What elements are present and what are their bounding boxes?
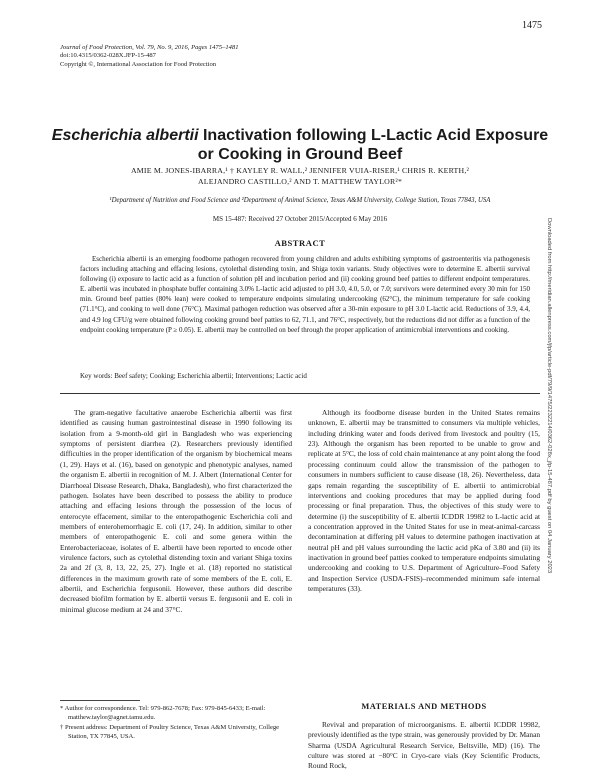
- author-list: [50, 165, 550, 187]
- manuscript-info: MS 15-487: Received 27 October 2015/Accepted 6 May 2016: [212, 215, 388, 223]
- introduction-left-column: The gram-negative facultative anaerobe Escherichia albertii was first identified as causing human gastrointestinal disease in 1990 following its isolation from a 9-month-old girl in Bangladesh who was experiencing symptoms of persistent diarrhea (2). Researchers previously identified difficulties in the proper identification of the organism by biochemical means (1, 29). Hays et al. (16), based on genotypic and phenotypic analyses, named the organism E. albertii in recognition of M. J. Albert (International Center for Diarrhoeal Disease Research, Dhaka, Bangladesh), who first characterized the pathogen. Isolates have been described to possess the ability to produce attaching and effacing lesions through the possession of the locus of enterocyte effacement, similar to the enteropathogenic Escherichia coli and members of enterohemorrhagic E. coli (17, 24). In addition, similar to other members of enteropathogenic E. coli and some genera within the Enterobacteriaceae, isolates of E. albertii have been reported to encode other virulence factors, such as cytolethal distending toxin and variant Shiga toxins 2a and 2f (3, 8, 13, 22, 25, 27). Ingle et al. (18) reported no statistical differences in the maximum growth rate of some members of the E. coli, E. albertii, and Escherichia fergusonii. However, these authors did describe decreased biofilm formation by E. albertii versus E. fergusonii and E. coli in minimal glucose medium at 24 and 37°C.: [60, 408, 292, 614]
- section-divider: [60, 393, 540, 394]
- abstract-text: Escherichia albertii is an emerging foodborne pathogen recovered from young children and adults exhibiting symptoms of gastroenteritis via pathogenesis factors including attaching and effacing lesions, cytolethal distending toxin, and Shiga toxin variants. Study objectives were to determine E. albertii survival following (i) exposure to lactic acid as a function of solution pH and incubation period and (ii) cooking ground beef patties to different endpoint temperatures. E. albertii was incubated in phosphate buffer containing 3.0% L-lactic acid adjusted to pH 3.0, 4.0, 5.0, or 7.0; survivors were determined every 30 min for 150 min. Ground beef patties (80% lean) were cooked to temperature endpoints simulating undercooking (62°C), the minimum temperature for safe cooking (71.1°C), and cooking to well done (76°C). Maximal pathogen reduction was observed after a 30-min exposure to pH 3.0 L-lactic acid. Reductions of 3.9, 4.4, and 4.9 log CFU/g were obtained following cooking ground beef patties to 62, 71.1, and 76°C, respectively, but the reductions did not differ as a function of the endpoint cooking temperature (P ≥ 0.05). E. albertii may be controlled on beef through the proper application of antimicrobial interventions and cooking.: [80, 255, 530, 334]
- title-organism: Escherichia albertii: [51, 127, 199, 144]
- keywords: Key words: Beef safety; Cooking; Escherichia albertii; Interventions; Lactic acid: [80, 372, 307, 380]
- journal-header: [60, 44, 500, 69]
- authors-line-1: AMIE M. JONES-IBARRA,¹ † KAYLEY R. WALL,² JENNIFER VUIA-RISER,¹ CHRIS R. KERTH,²: [130, 166, 470, 175]
- footnote-rule: [60, 700, 140, 701]
- methods-heading: MATERIALS AND METHODS: [361, 702, 487, 711]
- journal-copyright: Copyright ©, International Association for Food Protection: [60, 60, 217, 68]
- footnote-present-address: † Present address: Department of Poultry Science, Texas A&M University, College Station, TX 77845, USA.: [60, 724, 280, 740]
- abstract-heading: ABSTRACT: [274, 238, 326, 248]
- authors-line-2: ALEJANDRO CASTILLO,² AND T. MATTHEW TAYLOR²*: [197, 177, 403, 186]
- methods-text: Revival and preparation of microorganisms. E. albertii ICDDR 19982, previously identified as the type strain, was generously provided by Dr. Manan Sharma (USDA Agricultural Research Service, Beltsville, MD) (16). The culture was stored at −80°C in Cryo-care vials (Key Scientific Products, Round Rock,: [308, 720, 540, 771]
- footnote-correspondence: * Author for correspondence. Tel: 979-862-7678; Fax: 979-845-6433; E-mail: matthew.taylor@agnet.tamu.edu.: [60, 705, 266, 721]
- affiliation: ¹Department of Nutrition and Food Science and ²Department of Animal Science, Texas A&M University, College Station, Texas 77843, USA: [109, 197, 491, 204]
- article-title: [40, 126, 560, 164]
- download-side-note: Downloaded from http://meridian.allenpress.com/jfp/article-pdf/79/9/1475/2232214/0362-028x_jfp-15-487.pdf by guest on 04 January 2023: [546, 218, 552, 574]
- title-line-1-rest: Inactivation following L-Lactic Acid Exposure: [198, 127, 549, 144]
- title-line-2: or Cooking in Ground Beef: [197, 146, 403, 163]
- introduction-right-column: Although its foodborne disease burden in the United States remains unknown, E. albertii may be transmitted to consumers via multiple vehicles, including drinking water and foods derived from livestock and poultry (15, 23). Although the organism has been reported to be unable to grow and replicate at 5°C, the loss of cold chain maintenance at any point along the food processing continuum could allow the transmission of the pathogen to consumers in numbers sufficient to cause disease (18, 26). Nevertheless, data gaps remain regarding the susceptibility of E. albertii to antimicrobial interventions and cooking procedures that may be applied during food processing or final preparation. Thus, the objectives of this study were to determine (i) the susceptibility of E. albertii ICDDR 19982 to L-lactic acid at a concentration approved in the United States for use in meat-animal-carcass decontamination at differing pH values to determine pathogen inactivation at neutral pH and pH values surrounding the lactic acid pKa of 3.80 and (ii) its inactivation in ground beef patties cooked to temperature endpoints simulating undercooking and cooking to U.S. Department of Agriculture–Food Safety and Inspection Service (USDA-FSIS)–recommended minimum safe internal temperatures (33).: [308, 408, 540, 594]
- journal-doi: doi:10.4315/0362-028X.JFP-15-487: [60, 52, 156, 60]
- page-number: 1475: [522, 20, 542, 31]
- journal-citation: Journal of Food Protection, Vol. 79, No. 9, 2016, Pages 1475–1481: [60, 44, 239, 51]
